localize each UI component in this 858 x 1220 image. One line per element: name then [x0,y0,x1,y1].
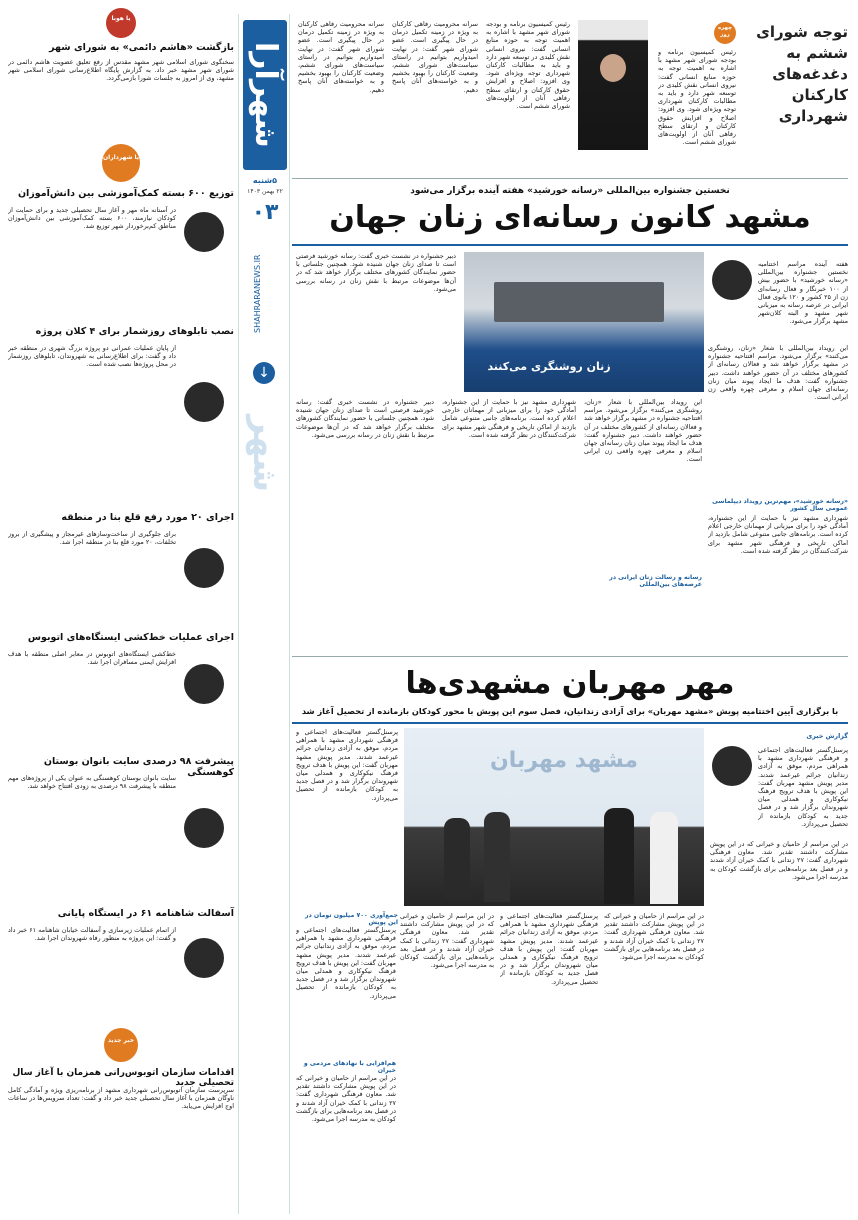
top-story-headline: توجه شورای ششم به دغدغه‌های کارکنان شهرداری [756,23,848,125]
news6-title: پیشرفت ۹۸ درصدی سایت بانوان بوستان کوهسنگی [43,756,234,778]
reporter-portrait [712,260,752,300]
divider [292,178,848,179]
second-story-headline: مهر مهربان مشهدی‌ها [405,666,735,701]
second-col7: در این مراسم از حامیان و خیرانی که در این پویش مشارکت داشتند تقدیر شد. معاون فرهنگی شهرداری گفت: ۲۷ زندانی با کمک خیران آزاد شدند و در فصل بعد برنامه‌هایی برای بازگشت کودکان به مدرسه اجرا می‌شود. [296,1074,396,1124]
news7-title: آسفالت شاهنامه ۶۱ در ایستگاه پایانی [57,908,234,919]
person-figure [604,808,634,904]
official-portrait-5 [184,808,224,848]
top-story-text-continued: رئیس کمیسیون برنامه و بودجه شورای شهر مشهد با اشاره به اهمیت توجه به حوزه منابع انسانی گفت: نیروی انسانی نقش کلیدی در توسعه شهر دارد و باید به مطالبات کارکنان شهرداری توجه ویژه‌ای شود. وی افزود: اصلاح و افزایش حقوق کارکنان و ارتقای سطح رفاهی آنان از اولویت‌های شورای ششم است. [486,20,570,111]
portrait-face [600,54,626,82]
second-intro: پرسنل‌گستر فعالیت‌های اجتماعی و فرهنگی شهرداری مشهد با همراهی مردم، موفق به آزادی زندانیان جرائم غیرعمد شدند. مدیر پویش مشهد مهربان گفت: این پویش با هدف ترویج فرهنگ نیکوکاری و همدلی میان شهروندان برگزار شد و در فصل جدید به کودکان بازمانده از تحصیل می‌پردازد. [758,746,848,828]
reporter-portrait-2 [712,746,752,786]
person-figure [650,812,678,904]
news3-text: از پایان عملیات عمرانی دو پروژه بزرگ شهری در منطقه خبر داد و گفت: برای اطلاع‌رسانی به شهروندان، تابلوهای روزشمار در محل پروژه‌ها نصب شده است. [8,344,176,369]
lead-photo-panel [494,282,664,322]
lead-sub2: رسانه و رسالت زنان ایرانی در عرصه‌های بین‌المللی [609,574,702,588]
sidebar-tag-2: یا شهرداران [102,144,140,182]
second-col6: پرسنل‌گستر فعالیت‌های اجتماعی و فرهنگی شهرداری مشهد با همراهی مردم، موفق به آزادی زندانیان جرائم غیرعمد شدند. مدیر پویش مشهد مهربان گفت: این پویش با هدف ترویج فرهنگ نیکوکاری و همدلی میان شهروندان برگزار شد و در فصل جدید به کودکان بازمانده از تحصیل می‌پردازد. [296,926,396,1000]
lead-intro: هفته آینده مراسم اختتامیه نخستین جشنواره بین‌المللی «رسانه خورشید» با حضور بیش از ۱۰۰ خبرنگار و فعال رسانه‌ای زن از ۲۵ کشور و ۱۲۰ بانوی فعال ایرانی در عرصه رسانه به میزبانی شهر مشهد و البته کلان‌شهر مشهد برگزار می‌شود. [758,260,848,326]
official-portrait-2 [184,382,224,422]
sidebar [8,8,234,1212]
masthead-strip [238,14,290,1214]
news2-text: در آستانه ماه مهر و آغاز سال تحصیلی جدید و برای حمایت از کودکان نیازمند، ۶۰۰ بسته کمک‌آموزشی بین دانش‌آموزان مناطق کم‌برخوردار شهر توزیع شد. [8,206,176,231]
masthead-site: SHAHRARANEWS.IR [253,254,262,334]
lead-photo-caption: زنان روشنگری می‌کنند [487,360,611,373]
divider [292,656,848,657]
news6-text: سایت بانوان بوستان کوهسنگی به عنوان یکی از پروژه‌های مهم منطقه با پیشرفت ۹۸ درصدی به زودی افتتاح خواهد شد. [8,774,176,791]
top-story-text: رئیس کمیسیون برنامه و بودجه شورای شهر مشهد با اشاره به اهمیت توجه به حوزه منابع انسانی گفت: نیروی انسانی نقش کلیدی در توسعه شهر دارد و باید به مطالبات کارکنان شهرداری توجه ویژه‌ای شود. وی افزود: اصلاح و افزایش حقوق کارکنان و ارتقای سطح رفاهی آنان از اولویت‌های شورای ششم است. [658,48,736,147]
sidebar-tag-1: یا هوبا [106,8,136,38]
lead-col4: شهرداری مشهد نیز با حمایت از این جشنواره، آمادگی خود را برای میزبانی از مهمانان خارجی اعلام کرده است. برنامه‌های جانبی متنوعی شامل بازدید از اماکن تاریخی و فرهنگی شهر مشهد برای شرکت‌کنندگان در نظر گرفته شده است. [442,398,576,439]
down-arrow-icon: ↓ [253,362,275,384]
lead-col5: دبیر جشنواره در نشست خبری گفت: رسانه خورشید فرصتی است تا صدای زنان جهان شنیده شود. همچنین جلساتی با حضور نمایندگان کشورهای مختلف برگزار خواهد شد که در آن‌ها موضوعات مرتبط با نقش زنان در رسانه بررسی می‌شود. [296,398,434,439]
news8-text: سرپرست سازمان اتوبوس‌رانی شهرداری مشهد از برنامه‌ریزی ویژه و آمادگی کامل ناوگان همزمان با آغاز سال تحصیلی جدید خبر داد و گفت: تعداد سرویس‌ها در ساعات اوج افزایش می‌یابد. [8,1086,234,1111]
lead-col3: این رویداد بین‌المللی با شعار «زنان، روشنگری می‌کنند» برگزار می‌شود. مراسم افتتاحیه جشنواره در مشهد برگزار خواهد شد و فعالان رسانه‌ای از کشورهای مختلف در آن حضور خواهند داشت. دبیر جشنواره گفت: هدف ما ایجاد پیوند میان زنان رسانه‌ای جهان اسلام و معرفی چهره واقعی زن ایرانی است. [584,398,702,464]
lead-col1-cont: شهرداری مشهد نیز با حمایت از این جشنواره، آمادگی خود را برای میزبانی از مهمانان خارجی اعلام کرده است. برنامه‌های جانبی متنوعی شامل بازدید از اماکن تاریخی و فرهنگی شهر مشهد برای شرکت‌کنندگان در نظر گرفته شده است. [708,514,848,555]
second-photo-title: مشهد مهربان [489,748,639,773]
news4-title: اجرای ۲۰ مورد رفع قلع بنا در منطقه [61,512,234,523]
top-story-portrait [578,20,648,150]
sidebar-tag-3: خبر جدید [104,1028,138,1062]
report-label: گزارش خبری [806,732,848,740]
top-story-badge: چهره روز [714,22,736,44]
masthead-subtitle: شهر [245,415,285,493]
page-number: ۰۳ [251,200,279,225]
news2-title: توزیع ۶۰۰ بسته کمک‌آموزشی بین دانش‌آموزان [17,188,234,199]
news4-text: برای جلوگیری از ساخت‌وسازهای غیرمجاز و پیشگیری از بروز تخلفات، ۲۰ مورد قلع بنا در منطقه اجرا شد. [8,530,176,547]
second-col4: پرسنل‌گستر فعالیت‌های اجتماعی و فرهنگی شهرداری مشهد با همراهی مردم، موفق به آزادی زندانیان جرائم غیرعمد شدند. مدیر پویش مشهد مهربان گفت: این پویش با هدف ترویج فرهنگ نیکوکاری و همدلی میان شهروندان برگزار شد و در فصل جدید به کودکان بازمانده از تحصیل می‌پردازد. [500,912,598,986]
top-story-text-2: سرانه محرومیت رفاهی کارکنان به ویژه در زمینه تکمیل درمان در حال پیگیری است. عضو شورای شهر گفت: در نهایت امیدواریم بتوانیم در راستای سیاست‌های شورای ششم، وضعیت کارکنان را بهبود بخشیم و به خواسته‌های آنان پاسخ دهیم. [392,20,478,94]
official-portrait-3 [184,548,224,588]
news5-title: اجرای عملیات خط‌کشی ایستگاه‌های اتوبوس [27,632,234,643]
person-figure [484,812,510,902]
second-story-kicker: با برگزاری آیین اختتامیه پویش «مشهد مهربان» برای آزادی زندانیان، فصل سوم این پویش با محور کودکان بازمانده از تحصیل آغاز شد [301,706,839,716]
lead-story-headline: مشهد کانون رسانه‌ای زنان جهان [329,200,811,235]
second-col1: در این مراسم از حامیان و خیرانی که در این پویش مشارکت داشتند تقدیر شد. معاون فرهنگی شهرداری گفت: ۲۷ زندانی با کمک خیران آزاد شدند و در فصل بعد برنامه‌هایی برای بازگشت کودکان به مدرسه اجرا می‌شود. [710,840,848,881]
lead-intro-column [708,252,848,642]
second-rule [292,722,848,724]
second-right-column [710,728,848,1208]
masthead-date: ۲۲ بهمن ۱۴۰۳ [247,188,283,195]
news8-title: اقدامات سازمان اتوبوس‌رانی همزمان با آغاز سال تحصیلی جدید [12,1068,234,1088]
second-col5: در این مراسم از حامیان و خیرانی که در این پویش مشارکت داشتند تقدیر شد. معاون فرهنگی شهرداری گفت: ۲۷ زندانی با کمک خیران آزاد شدند و در فصل بعد برنامه‌هایی برای بازگشت کودکان به مدرسه اجرا می‌شود. [400,912,494,970]
official-portrait-1 [184,212,224,252]
news3-title: نصب تابلوهای روزشمار برای ۴ کلان پروژه [35,326,234,337]
news7-text: از اتمام عملیات زیرسازی و آسفالت خیابان شاهنامه ۶۱ خبر داد و گفت: این پروژه به منظور رفاه شهروندان اجرا شد. [8,926,176,943]
masthead-day: ۵شنبه [252,176,278,185]
second-sub1: جمع‌آوری ۷۰۰ میلیون تومان در این پویش [305,912,398,926]
masthead-title: شهرآرا [248,42,283,148]
top-story [292,14,848,179]
lead-col2: دبیر جشنواره در نشست خبری گفت: رسانه خورشید فرصتی است تا صدای زنان جهان شنیده شود. همچنین جلساتی با حضور نمایندگان کشورهای مختلف برگزار خواهد شد که در آن‌ها موضوعات مرتبط با نقش زنان در رسانه بررسی می‌شود. [296,252,456,293]
news1-title: بازگشت «هاشم دائمی» به شورای شهر [49,42,234,53]
second-col2: پرسنل‌گستر فعالیت‌های اجتماعی و فرهنگی شهرداری مشهد با همراهی مردم، موفق به آزادی زندانیان جرائم غیرعمد شدند. مدیر پویش مشهد مهربان گفت: این پویش با هدف ترویج فرهنگ نیکوکاری و همدلی میان شهروندان برگزار شد و در فصل جدید به کودکان بازمانده از تحصیل می‌پردازد. [296,728,398,802]
lead-rule [292,244,848,246]
person-figure [444,818,470,898]
second-col3: در این مراسم از حامیان و خیرانی که در این پویش مشارکت داشتند تقدیر شد. معاون فرهنگی شهرداری گفت: ۲۷ زندانی با کمک خیران آزاد شدند و در فصل بعد برنامه‌هایی برای بازگشت کودکان به مدرسه اجرا می‌شود. [604,912,704,962]
official-portrait-6 [184,938,224,978]
news1-text: سخنگوی شورای اسلامی شهر مشهد مقدس از رفع تعلیق عضویت هاشم دائمی در شورای شهر مشهد خبر داد. به گزارش پایگاه اطلاع‌رسانی شورای اسلامی شهر مشهد، وی از امروز به جلسات شورا بازمی‌گردد. [8,58,234,83]
lead-col1: این رویداد بین‌المللی با شعار «زنان، روشنگری می‌کنند» برگزار می‌شود. مراسم افتتاحیه جشنواره در مشهد برگزار خواهد شد و فعالان رسانه‌ای از کشورهای مختلف در آن حضور خواهند داشت. دبیر جشنواره گفت: هدف ما ایجاد پیوند میان زنان رسانه‌ای جهان اسلام و معرفی چهره واقعی زن ایرانی است. [708,344,848,402]
lead-sub1: «رسانه خورشید»، مهم‌ترین رویداد دیپلماسی عمومی سال کشور [712,498,848,512]
masthead-logo-block [243,20,287,170]
top-story-text-3: سرانه محرومیت رفاهی کارکنان به ویژه در زمینه تکمیل درمان در حال پیگیری است. عضو شورای شهر گفت: در نهایت امیدواریم بتوانیم در راستای سیاست‌های شورای ششم، وضعیت کارکنان را بهبود بخشیم و به خواسته‌های آنان پاسخ دهیم. [298,20,384,94]
second-photo [404,728,704,906]
lead-story-kicker: نخستین جشنواره بین‌المللی «رسانه خورشید» هفته آینده برگزار می‌شود [410,186,730,196]
news5-text: خط‌کشی ایستگاه‌های اتوبوس در معابر اصلی منطقه با هدف افزایش ایمنی مسافران اجرا شد. [8,650,176,667]
lead-photo [464,252,704,392]
second-sub2: هم‌افزایی با نهادهای مردمی و خیران [303,1060,396,1074]
official-portrait-4 [184,664,224,704]
